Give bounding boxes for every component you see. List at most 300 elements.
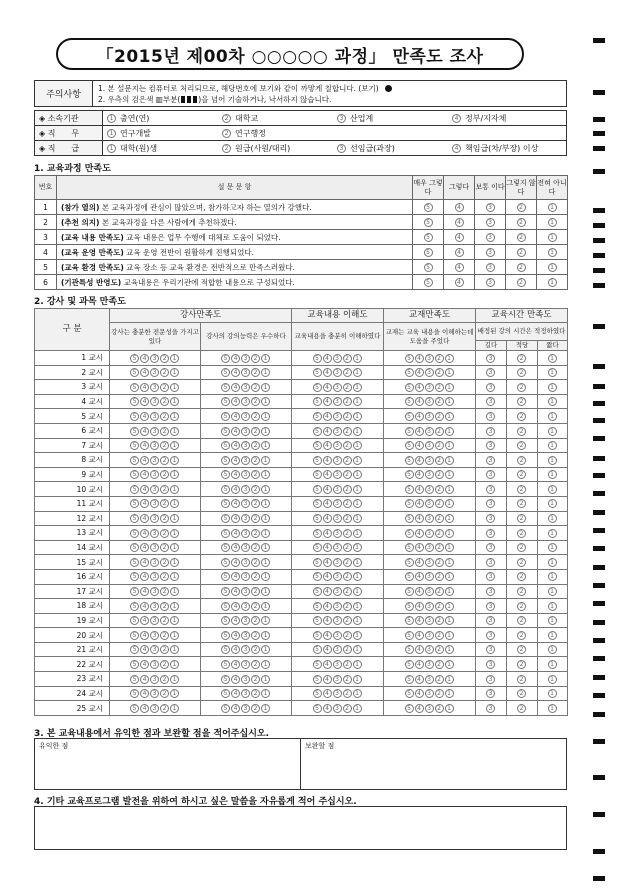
rating-bubble[interactable]: 4 — [415, 412, 424, 421]
rating-bubble[interactable]: 1 — [445, 543, 454, 552]
rating-bubble[interactable]: 4 — [231, 616, 240, 625]
rating-bubble[interactable]: 2 — [435, 427, 444, 436]
time-bubble[interactable]: 2 — [517, 412, 526, 421]
rating-bubble[interactable]: 1 — [353, 354, 362, 363]
rating-bubble[interactable]: 1 — [353, 558, 362, 567]
rating-bubble[interactable]: 2 — [160, 397, 169, 406]
rating-bubble[interactable]: 3 — [241, 543, 250, 552]
rating-bubble[interactable]: 4 — [140, 587, 149, 596]
time-bubble[interactable]: 1 — [548, 368, 557, 377]
rating-bubble[interactable]: 4 — [415, 427, 424, 436]
rating-bubble[interactable]: 2 — [435, 514, 444, 523]
rating-bubble[interactable]: 5 — [221, 499, 230, 508]
rating-bubble[interactable]: 1 — [445, 354, 454, 363]
rating-bubble[interactable]: 2 — [251, 660, 260, 669]
rating-bubble[interactable]: 2 — [343, 427, 352, 436]
info-option[interactable] — [222, 143, 337, 154]
rating-bubble[interactable]: 3 — [425, 645, 434, 654]
rating-bubble[interactable]: 4 — [323, 660, 332, 669]
rating-bubble[interactable]: 1 — [261, 368, 270, 377]
rating-bubble[interactable]: 3 — [333, 441, 342, 450]
rating-bubble[interactable]: 2 — [435, 456, 444, 465]
rating-bubble[interactable]: 2 — [435, 631, 444, 640]
rating-bubble[interactable]: 3 — [333, 602, 342, 611]
time-bubble[interactable]: 2 — [517, 354, 526, 363]
rating-bubble[interactable]: 1 — [170, 383, 179, 392]
rating-bubble[interactable]: 2 — [251, 354, 260, 363]
rating-bubble[interactable]: 5 — [405, 689, 414, 698]
rating-bubble[interactable]: 2 — [160, 689, 169, 698]
rating-bubble[interactable]: 5 — [221, 704, 230, 713]
rating-bubble[interactable]: 5 — [221, 485, 230, 494]
time-bubble[interactable]: 1 — [548, 456, 557, 465]
time-bubble[interactable]: 3 — [486, 441, 495, 450]
rating-bubble[interactable]: 4 — [231, 558, 240, 567]
rating-bubble[interactable]: 1 — [353, 514, 362, 523]
rating-bubble[interactable]: 1 — [445, 645, 454, 654]
rating-bubble[interactable]: 4 — [323, 675, 332, 684]
time-bubble[interactable]: 3 — [486, 499, 495, 508]
rating-bubble[interactable]: 1 — [170, 616, 179, 625]
rating-bubble[interactable]: 1 — [261, 675, 270, 684]
rating-bubble[interactable]: 2 — [343, 572, 352, 581]
rating-bubble[interactable]: 1 — [261, 660, 270, 669]
rating-bubble[interactable]: 5 — [130, 354, 139, 363]
rating-bubble[interactable]: 3 — [333, 456, 342, 465]
rating-bubble[interactable]: 4 — [415, 602, 424, 611]
rating-bubble[interactable]: 4 — [140, 543, 149, 552]
rating-bubble[interactable]: 3 — [241, 572, 250, 581]
rating-bubble[interactable]: 3 — [150, 499, 159, 508]
rating-bubble[interactable]: 2 — [343, 616, 352, 625]
info-option[interactable] — [452, 143, 567, 154]
time-bubble[interactable]: 3 — [486, 572, 495, 581]
rating-bubble[interactable]: 1 — [261, 485, 270, 494]
rating-bubble[interactable]: 4 — [323, 631, 332, 640]
rating-bubble[interactable]: 2 — [251, 514, 260, 523]
rating-bubble[interactable]: 2 — [251, 427, 260, 436]
rating-bubble[interactable]: 1 — [353, 631, 362, 640]
rating-bubble[interactable]: 1 — [261, 514, 270, 523]
rating-bubble[interactable]: 5 — [221, 543, 230, 552]
rating-bubble[interactable]: 1 — [170, 689, 179, 698]
rating-bubble[interactable]: 4 — [323, 354, 332, 363]
rating-bubble[interactable]: 3 — [241, 660, 250, 669]
answer-bubble[interactable]: 4 — [455, 203, 464, 212]
rating-bubble[interactable]: 1 — [445, 383, 454, 392]
rating-bubble[interactable]: 5 — [130, 456, 139, 465]
rating-bubble[interactable]: 3 — [241, 470, 250, 479]
rating-bubble[interactable]: 3 — [425, 616, 434, 625]
rating-bubble[interactable]: 3 — [241, 427, 250, 436]
answer-bubble[interactable]: 4 — [455, 233, 464, 242]
rating-bubble[interactable]: 1 — [353, 587, 362, 596]
rating-bubble[interactable]: 4 — [140, 572, 149, 581]
rating-bubble[interactable]: 2 — [160, 529, 169, 538]
rating-bubble[interactable]: 4 — [231, 427, 240, 436]
rating-bubble[interactable]: 2 — [435, 485, 444, 494]
rating-bubble[interactable]: 4 — [323, 499, 332, 508]
rating-bubble[interactable]: 1 — [353, 704, 362, 713]
time-bubble[interactable]: 3 — [486, 616, 495, 625]
rating-bubble[interactable]: 2 — [160, 427, 169, 436]
rating-bubble[interactable]: 3 — [425, 354, 434, 363]
option-bubble[interactable]: 4 — [452, 144, 461, 153]
rating-bubble[interactable]: 4 — [231, 660, 240, 669]
rating-bubble[interactable]: 1 — [261, 631, 270, 640]
time-bubble[interactable]: 2 — [517, 499, 526, 508]
rating-bubble[interactable]: 4 — [231, 645, 240, 654]
rating-bubble[interactable]: 4 — [323, 543, 332, 552]
rating-bubble[interactable]: 2 — [251, 558, 260, 567]
rating-bubble[interactable]: 1 — [353, 529, 362, 538]
answer-bubble[interactable]: 2 — [517, 233, 526, 242]
rating-bubble[interactable]: 5 — [130, 368, 139, 377]
rating-bubble[interactable]: 4 — [140, 645, 149, 654]
improvement-field[interactable] — [301, 739, 566, 789]
time-bubble[interactable]: 2 — [517, 485, 526, 494]
rating-bubble[interactable]: 5 — [130, 397, 139, 406]
rating-bubble[interactable]: 3 — [425, 514, 434, 523]
rating-bubble[interactable]: 5 — [221, 675, 230, 684]
benefit-field[interactable] — [35, 739, 301, 789]
time-bubble[interactable]: 2 — [517, 704, 526, 713]
rating-bubble[interactable]: 4 — [415, 616, 424, 625]
option-bubble[interactable]: 2 — [222, 129, 231, 138]
rating-bubble[interactable]: 1 — [445, 689, 454, 698]
rating-bubble[interactable]: 4 — [323, 412, 332, 421]
rating-bubble[interactable]: 1 — [170, 558, 179, 567]
rating-bubble[interactable]: 4 — [415, 660, 424, 669]
rating-bubble[interactable]: 5 — [405, 514, 414, 523]
rating-bubble[interactable]: 2 — [251, 485, 260, 494]
rating-bubble[interactable]: 5 — [405, 412, 414, 421]
time-bubble[interactable]: 3 — [486, 602, 495, 611]
rating-bubble[interactable]: 3 — [425, 499, 434, 508]
rating-bubble[interactable]: 4 — [415, 689, 424, 698]
time-bubble[interactable]: 2 — [517, 456, 526, 465]
rating-bubble[interactable]: 1 — [170, 499, 179, 508]
rating-bubble[interactable]: 4 — [140, 529, 149, 538]
rating-bubble[interactable]: 5 — [313, 499, 322, 508]
time-bubble[interactable]: 1 — [548, 383, 557, 392]
rating-bubble[interactable]: 3 — [333, 485, 342, 494]
rating-bubble[interactable]: 3 — [241, 499, 250, 508]
rating-bubble[interactable]: 3 — [425, 412, 434, 421]
rating-bubble[interactable]: 5 — [405, 616, 414, 625]
rating-bubble[interactable]: 5 — [313, 470, 322, 479]
rating-bubble[interactable]: 1 — [445, 514, 454, 523]
rating-bubble[interactable]: 4 — [231, 587, 240, 596]
rating-bubble[interactable]: 1 — [353, 645, 362, 654]
rating-bubble[interactable]: 1 — [261, 412, 270, 421]
time-bubble[interactable]: 1 — [548, 704, 557, 713]
rating-bubble[interactable]: 2 — [343, 456, 352, 465]
rating-bubble[interactable]: 5 — [405, 543, 414, 552]
rating-bubble[interactable]: 2 — [160, 704, 169, 713]
time-bubble[interactable]: 1 — [548, 675, 557, 684]
rating-bubble[interactable]: 5 — [313, 602, 322, 611]
rating-bubble[interactable]: 4 — [140, 616, 149, 625]
rating-bubble[interactable]: 4 — [415, 514, 424, 523]
time-bubble[interactable]: 2 — [517, 616, 526, 625]
rating-bubble[interactable]: 1 — [353, 689, 362, 698]
rating-bubble[interactable]: 2 — [435, 660, 444, 669]
rating-bubble[interactable]: 5 — [130, 602, 139, 611]
rating-bubble[interactable]: 2 — [343, 499, 352, 508]
rating-bubble[interactable]: 2 — [343, 558, 352, 567]
rating-bubble[interactable]: 2 — [435, 354, 444, 363]
rating-bubble[interactable]: 1 — [353, 675, 362, 684]
rating-bubble[interactable]: 3 — [150, 529, 159, 538]
rating-bubble[interactable]: 3 — [425, 631, 434, 640]
rating-bubble[interactable]: 3 — [150, 397, 159, 406]
rating-bubble[interactable]: 5 — [405, 499, 414, 508]
rating-bubble[interactable]: 4 — [231, 572, 240, 581]
rating-bubble[interactable]: 3 — [150, 514, 159, 523]
answer-bubble[interactable]: 2 — [517, 278, 526, 287]
time-bubble[interactable]: 3 — [486, 485, 495, 494]
rating-bubble[interactable]: 2 — [251, 543, 260, 552]
rating-bubble[interactable]: 2 — [251, 572, 260, 581]
rating-bubble[interactable]: 5 — [313, 456, 322, 465]
rating-bubble[interactable]: 5 — [130, 587, 139, 596]
rating-bubble[interactable]: 2 — [160, 602, 169, 611]
rating-bubble[interactable]: 5 — [313, 514, 322, 523]
rating-bubble[interactable]: 3 — [333, 529, 342, 538]
rating-bubble[interactable]: 5 — [221, 602, 230, 611]
rating-bubble[interactable]: 2 — [343, 441, 352, 450]
rating-bubble[interactable]: 5 — [313, 558, 322, 567]
rating-bubble[interactable]: 1 — [170, 645, 179, 654]
rating-bubble[interactable]: 5 — [221, 441, 230, 450]
time-bubble[interactable]: 3 — [486, 368, 495, 377]
rating-bubble[interactable]: 4 — [231, 602, 240, 611]
rating-bubble[interactable]: 2 — [251, 689, 260, 698]
rating-bubble[interactable]: 2 — [160, 675, 169, 684]
info-option[interactable] — [337, 143, 452, 154]
rating-bubble[interactable]: 2 — [435, 572, 444, 581]
rating-bubble[interactable]: 3 — [241, 514, 250, 523]
answer-bubble[interactable]: 4 — [455, 263, 464, 272]
rating-bubble[interactable]: 1 — [445, 456, 454, 465]
time-bubble[interactable]: 3 — [486, 514, 495, 523]
rating-bubble[interactable]: 3 — [333, 616, 342, 625]
rating-bubble[interactable]: 5 — [130, 675, 139, 684]
rating-bubble[interactable]: 4 — [323, 397, 332, 406]
rating-bubble[interactable]: 5 — [313, 631, 322, 640]
time-bubble[interactable]: 2 — [517, 660, 526, 669]
rating-bubble[interactable]: 5 — [130, 704, 139, 713]
rating-bubble[interactable]: 1 — [170, 675, 179, 684]
time-bubble[interactable]: 3 — [486, 631, 495, 640]
time-bubble[interactable]: 1 — [548, 427, 557, 436]
rating-bubble[interactable]: 3 — [150, 689, 159, 698]
rating-bubble[interactable]: 5 — [130, 572, 139, 581]
rating-bubble[interactable]: 4 — [323, 485, 332, 494]
rating-bubble[interactable]: 4 — [140, 602, 149, 611]
rating-bubble[interactable]: 3 — [333, 704, 342, 713]
rating-bubble[interactable]: 1 — [170, 529, 179, 538]
rating-bubble[interactable]: 1 — [353, 602, 362, 611]
rating-bubble[interactable]: 5 — [130, 529, 139, 538]
rating-bubble[interactable]: 5 — [405, 368, 414, 377]
info-option[interactable] — [452, 113, 567, 124]
rating-bubble[interactable]: 5 — [405, 470, 414, 479]
rating-bubble[interactable]: 1 — [170, 470, 179, 479]
rating-bubble[interactable]: 3 — [333, 587, 342, 596]
rating-bubble[interactable]: 3 — [333, 645, 342, 654]
rating-bubble[interactable]: 5 — [405, 631, 414, 640]
info-option[interactable] — [222, 128, 337, 139]
rating-bubble[interactable]: 5 — [313, 412, 322, 421]
rating-bubble[interactable]: 5 — [130, 543, 139, 552]
rating-bubble[interactable]: 4 — [323, 689, 332, 698]
rating-bubble[interactable]: 5 — [313, 645, 322, 654]
rating-bubble[interactable]: 3 — [241, 397, 250, 406]
rating-bubble[interactable]: 1 — [445, 499, 454, 508]
rating-bubble[interactable]: 4 — [415, 704, 424, 713]
rating-bubble[interactable]: 1 — [261, 587, 270, 596]
rating-bubble[interactable]: 3 — [150, 587, 159, 596]
rating-bubble[interactable]: 4 — [231, 704, 240, 713]
rating-bubble[interactable]: 3 — [150, 616, 159, 625]
rating-bubble[interactable]: 4 — [140, 397, 149, 406]
option-bubble[interactable]: 3 — [337, 144, 346, 153]
rating-bubble[interactable]: 3 — [241, 485, 250, 494]
rating-bubble[interactable]: 3 — [150, 602, 159, 611]
time-bubble[interactable]: 3 — [486, 412, 495, 421]
answer-bubble[interactable]: 3 — [486, 233, 495, 242]
rating-bubble[interactable]: 1 — [170, 427, 179, 436]
rating-bubble[interactable]: 1 — [353, 456, 362, 465]
rating-bubble[interactable]: 3 — [425, 602, 434, 611]
rating-bubble[interactable]: 5 — [221, 470, 230, 479]
rating-bubble[interactable]: 5 — [130, 645, 139, 654]
rating-bubble[interactable]: 4 — [231, 383, 240, 392]
rating-bubble[interactable]: 3 — [425, 470, 434, 479]
rating-bubble[interactable]: 2 — [251, 529, 260, 538]
rating-bubble[interactable]: 2 — [160, 543, 169, 552]
rating-bubble[interactable]: 2 — [160, 412, 169, 421]
rating-bubble[interactable]: 2 — [343, 368, 352, 377]
rating-bubble[interactable]: 2 — [160, 616, 169, 625]
rating-bubble[interactable]: 3 — [333, 675, 342, 684]
rating-bubble[interactable]: 1 — [445, 470, 454, 479]
rating-bubble[interactable]: 4 — [140, 383, 149, 392]
rating-bubble[interactable]: 1 — [261, 499, 270, 508]
rating-bubble[interactable]: 5 — [313, 441, 322, 450]
rating-bubble[interactable]: 5 — [313, 485, 322, 494]
rating-bubble[interactable]: 1 — [445, 485, 454, 494]
time-bubble[interactable]: 3 — [486, 427, 495, 436]
time-bubble[interactable]: 2 — [517, 558, 526, 567]
rating-bubble[interactable]: 5 — [405, 383, 414, 392]
rating-bubble[interactable]: 3 — [150, 645, 159, 654]
rating-bubble[interactable]: 2 — [160, 383, 169, 392]
answer-bubble[interactable]: 5 — [424, 203, 433, 212]
rating-bubble[interactable]: 1 — [261, 470, 270, 479]
answer-bubble[interactable]: 1 — [548, 203, 557, 212]
rating-bubble[interactable]: 1 — [170, 368, 179, 377]
rating-bubble[interactable]: 1 — [445, 529, 454, 538]
option-bubble[interactable]: 2 — [222, 144, 231, 153]
rating-bubble[interactable]: 1 — [353, 441, 362, 450]
rating-bubble[interactable]: 2 — [251, 631, 260, 640]
time-bubble[interactable]: 2 — [517, 675, 526, 684]
rating-bubble[interactable]: 1 — [261, 572, 270, 581]
rating-bubble[interactable]: 1 — [353, 470, 362, 479]
rating-bubble[interactable]: 4 — [140, 368, 149, 377]
rating-bubble[interactable]: 1 — [445, 572, 454, 581]
answer-bubble[interactable]: 4 — [455, 248, 464, 257]
rating-bubble[interactable]: 4 — [415, 397, 424, 406]
time-bubble[interactable]: 1 — [548, 441, 557, 450]
answer-bubble[interactable]: 3 — [486, 218, 495, 227]
rating-bubble[interactable]: 5 — [313, 368, 322, 377]
rating-bubble[interactable]: 1 — [445, 397, 454, 406]
time-bubble[interactable]: 1 — [548, 529, 557, 538]
rating-bubble[interactable]: 3 — [333, 543, 342, 552]
rating-bubble[interactable]: 5 — [221, 412, 230, 421]
rating-bubble[interactable]: 2 — [343, 354, 352, 363]
answer-bubble[interactable]: 2 — [517, 203, 526, 212]
rating-bubble[interactable]: 1 — [445, 660, 454, 669]
rating-bubble[interactable]: 5 — [405, 485, 414, 494]
rating-bubble[interactable]: 2 — [435, 397, 444, 406]
time-bubble[interactable]: 3 — [486, 529, 495, 538]
rating-bubble[interactable]: 2 — [251, 704, 260, 713]
time-bubble[interactable]: 1 — [548, 470, 557, 479]
rating-bubble[interactable]: 2 — [343, 470, 352, 479]
rating-bubble[interactable]: 2 — [251, 441, 260, 450]
rating-bubble[interactable]: 2 — [435, 558, 444, 567]
rating-bubble[interactable]: 2 — [160, 631, 169, 640]
rating-bubble[interactable]: 1 — [170, 572, 179, 581]
rating-bubble[interactable]: 5 — [405, 529, 414, 538]
rating-bubble[interactable]: 2 — [435, 689, 444, 698]
rating-bubble[interactable]: 2 — [251, 499, 260, 508]
rating-bubble[interactable]: 5 — [221, 529, 230, 538]
rating-bubble[interactable]: 4 — [323, 616, 332, 625]
rating-bubble[interactable]: 5 — [313, 427, 322, 436]
rating-bubble[interactable]: 3 — [150, 427, 159, 436]
rating-bubble[interactable]: 4 — [323, 383, 332, 392]
rating-bubble[interactable]: 2 — [435, 368, 444, 377]
rating-bubble[interactable]: 4 — [415, 675, 424, 684]
time-bubble[interactable]: 2 — [517, 397, 526, 406]
option-bubble[interactable]: 1 — [107, 144, 116, 153]
rating-bubble[interactable]: 4 — [231, 675, 240, 684]
time-bubble[interactable]: 2 — [517, 587, 526, 596]
rating-bubble[interactable]: 5 — [221, 558, 230, 567]
rating-bubble[interactable]: 4 — [140, 660, 149, 669]
rating-bubble[interactable]: 1 — [445, 616, 454, 625]
time-bubble[interactable]: 1 — [548, 616, 557, 625]
rating-bubble[interactable]: 3 — [150, 383, 159, 392]
rating-bubble[interactable]: 2 — [251, 397, 260, 406]
rating-bubble[interactable]: 4 — [323, 470, 332, 479]
rating-bubble[interactable]: 2 — [343, 514, 352, 523]
rating-bubble[interactable]: 4 — [140, 456, 149, 465]
rating-bubble[interactable]: 4 — [231, 412, 240, 421]
rating-bubble[interactable]: 4 — [140, 558, 149, 567]
rating-bubble[interactable]: 5 — [130, 499, 139, 508]
rating-bubble[interactable]: 2 — [435, 470, 444, 479]
time-bubble[interactable]: 2 — [517, 602, 526, 611]
rating-bubble[interactable]: 1 — [170, 631, 179, 640]
rating-bubble[interactable]: 2 — [343, 383, 352, 392]
